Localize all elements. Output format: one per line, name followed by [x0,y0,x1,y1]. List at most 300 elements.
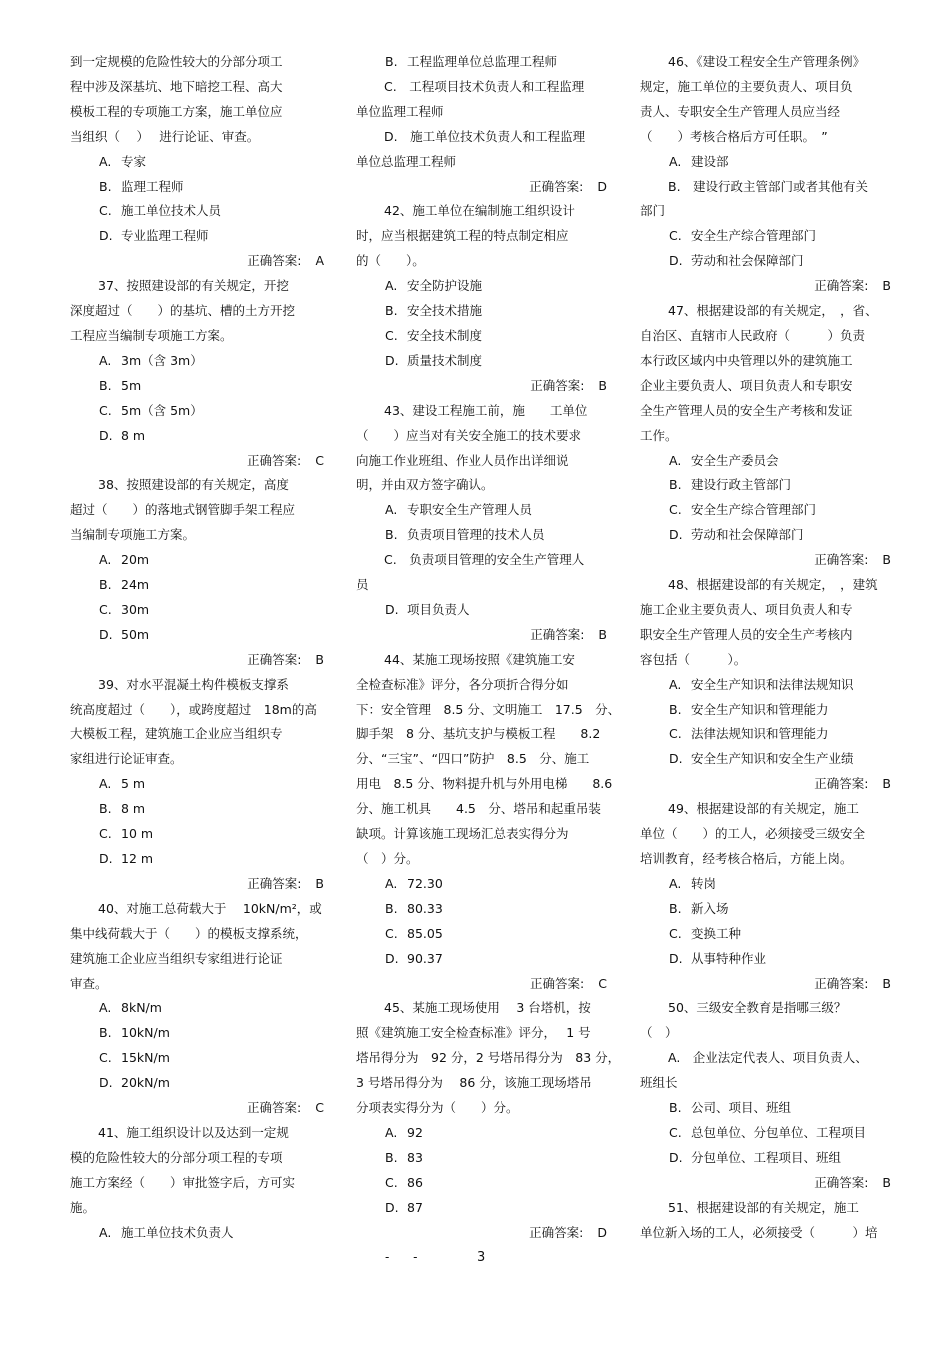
option-letter: C. [669,502,682,518]
answer-option [640,722,895,747]
text-line: A. 企业法定代表人、项目负责人、 [668,1050,868,1066]
question-text [356,648,621,872]
column-1 [70,50,328,1246]
text-line: 3 号塔吊得分为 86 分，该施工现场塔吊 [356,1075,592,1091]
page-footer [0,1250,950,1270]
question-text [640,1046,895,1096]
option-text: 变换工种 [691,925,742,941]
question-text [356,399,611,499]
option-text: 监理工程师 [121,178,184,194]
text-line: 到一定规模的危险性较大的分部分项工 [70,54,283,69]
option-text: 8 m [121,427,146,443]
option-letter: C. [99,601,112,617]
option-text: 从事特种作业 [691,950,767,966]
text-line: 当组织（ ） 进行论证、审查。 [70,128,260,144]
option-text: 50m [121,626,150,642]
text-line: 37、按照建设部的有关规定，开挖 [98,278,289,294]
option-letter: C. [385,327,398,343]
answer-option [640,947,895,972]
option-letter: A. [669,153,682,169]
option-letter: A. [99,1224,112,1240]
text-line: 当编制专项施工方案。 [70,527,196,543]
correct-answer-value: B [882,278,891,294]
answer-option [356,897,611,922]
option-text: 72.30 [407,875,443,891]
option-text: 8kN/m [121,1000,162,1016]
option-text: 分包单位、工程项目、班组 [691,1149,842,1165]
correct-answer [70,1096,328,1121]
option-letter: A. [99,776,112,792]
answer-option [356,274,611,299]
correct-answer-value: B [882,975,891,991]
answer-option [70,822,328,847]
correct-answer [640,772,895,797]
answer-option [70,399,328,424]
correct-answer [70,249,328,274]
correct-answer-label: 正确答案: [530,377,585,393]
correct-answer-value: B [882,776,891,792]
answer-option [356,872,611,897]
text-line: 塔吊得分为 92 分，2 号塔吊得分为 83 分， [356,1050,621,1066]
text-line: 48、根据建设部的有关规定， ，建筑 [668,577,878,593]
text-line: 模的危险性较大的分部分项工程的专项 [70,1149,283,1165]
option-text: 法律法规知识和管理能力 [691,726,829,742]
text-line: 程中涉及深基坑、地下暗挖工程、高大 [70,78,283,94]
text-line: 全检查标准》评分，各分项折合得分如 [356,676,569,692]
correct-answer-label: 正确答案: [814,278,869,294]
option-text: 安全技术措施 [407,303,483,319]
footer-dashes: - - [385,1250,428,1264]
option-text: 公司、项目、班组 [691,1100,792,1116]
answer-option [70,573,328,598]
answer-option [640,747,895,772]
question-text [70,274,328,349]
correct-answer [640,548,895,573]
answer-option [70,598,328,623]
option-text: 10 m [121,826,154,842]
text-line: 培训教育，经考核合格后，方能上岗。 [640,851,853,866]
answer-option [640,1096,895,1121]
text-line: 单位新入场的工人，必须接受（ ）培 [640,1224,878,1240]
answer-option [356,947,611,972]
text-line: （ ）分。 [356,851,419,866]
question-text [70,673,328,773]
question-text [70,473,328,548]
option-text: 施工单位技术人员 [121,203,222,219]
option-text: 30m [121,601,150,617]
option-letter: B. [99,577,112,593]
answer-option [356,922,611,947]
option-text: 86 [407,1174,423,1190]
text-line: 全生产管理人员的安全生产考核和发证 [640,402,853,418]
correct-answer-value: B [882,552,891,568]
option-letter: D. [385,950,399,966]
option-letter: B. [385,303,398,319]
option-letter: D. [669,950,683,966]
question-text [356,75,611,125]
correct-answer-label: 正确答案: [247,1100,302,1116]
option-text: 3m（含 3m） [121,352,203,368]
question-text [356,199,611,274]
answer-option [640,224,895,249]
text-line: 向施工作业班组、作业人员作出详细说 [356,452,569,468]
option-text: 安全生产综合管理部门 [691,502,817,518]
option-text: 质量技术制度 [407,352,483,368]
answer-option [70,1221,328,1246]
option-letter: B. [385,900,398,916]
answer-option [356,1196,611,1221]
text-line: 容包括（ ）。 [640,651,747,667]
correct-answer-value: C [315,452,324,468]
option-text: 转岗 [691,875,717,891]
correct-answer-value: A [315,253,324,269]
correct-answer-value: D [597,178,607,194]
option-text: 工程监理单位总监理工程师 [407,54,558,69]
option-text: 施工单位技术负责人 [121,1224,234,1240]
text-line: 大模板工程，建筑施工企业应当组织专 [70,726,283,742]
text-line: 单位（ ）的工人，必须接受三级安全 [640,826,866,842]
text-line: 43、建设工程施工前，施 工单位 [384,402,588,418]
option-letter: D. [385,601,399,617]
answer-option [356,1146,611,1171]
option-text: 20kN/m [121,1075,170,1091]
answer-option [70,996,328,1021]
option-letter: A. [99,552,112,568]
text-line: 规定，施工单位的主要负责人、项目负 [640,78,853,94]
correct-answer [640,1171,895,1196]
option-text: 83 [407,1149,423,1165]
text-line: 42、施工单位在编制施工组织设计 [384,203,575,219]
answer-option [356,498,611,523]
option-letter: B. [99,801,112,817]
text-line: 审查。 [70,975,108,991]
option-text: 安全技术制度 [407,327,483,343]
text-line: 照《建筑施工安全检查标准》评分， 1 号 [356,1025,591,1041]
option-letter: D. [385,352,399,368]
text-line: 单位总监理工程师 [356,153,457,169]
answer-option [70,424,328,449]
option-letter: C. [669,228,682,244]
question-text [356,125,611,175]
answer-option [356,299,611,324]
option-text: 专家 [121,153,147,169]
text-line: 施工企业主要负责人、项目负责人和专 [640,601,853,617]
correct-answer [70,648,328,673]
option-letter: D. [99,228,113,244]
option-text: 5m [121,377,142,393]
answer-option [70,1071,328,1096]
text-line: 45、某施工现场使用 3 台塔机，按 [384,1000,591,1016]
option-letter: A. [385,1124,398,1140]
option-text: 12 m [121,851,154,866]
option-letter: A. [99,153,112,169]
option-letter: A. [669,452,682,468]
option-text: 建设行政主管部门 [691,477,792,493]
answer-option [356,1171,611,1196]
answer-option [356,50,611,75]
correct-answer-value: D [597,1224,607,1240]
option-text: 总包单位、分包单位、工程项目 [691,1124,867,1140]
option-letter: B. [669,1100,682,1116]
text-line: 责人、专职安全生产管理人员应当经 [640,103,841,119]
answer-option [70,175,328,200]
correct-answer [356,623,611,648]
option-letter: C. [669,1124,682,1140]
text-line: 的（ ）。 [356,253,425,269]
option-text: 安全生产知识和管理能力 [691,701,829,717]
option-letter: A. [385,502,398,518]
answer-option [70,847,328,872]
correct-answer [356,374,611,399]
text-line: 49、根据建设部的有关规定，施工 [668,801,859,817]
correct-answer-label: 正确答案: [814,1174,869,1190]
text-line: 部门 [640,203,666,219]
option-text: 10kN/m [121,1025,170,1041]
text-line: 工程应当编制专项施工方案。 [70,327,233,343]
option-text: 劳动和社会保障部门 [691,253,804,269]
text-line: 用电 8.5 分、物料提升机与外用电梯 8.6 [356,776,613,792]
option-letter: A. [385,278,398,294]
text-line: C. 负责项目管理的安全生产管理人 [384,552,585,568]
text-line: 班组长 [640,1075,678,1091]
option-letter: B. [99,1025,112,1041]
option-text: 92 [407,1124,423,1140]
question-text [640,50,895,150]
option-letter: C. [99,826,112,842]
option-letter: B. [99,178,112,194]
text-line: 超过（ ）的落地式钢管脚手架工程应 [70,502,296,518]
question-text [640,573,895,673]
correct-answer-label: 正确答案: [814,552,869,568]
option-text: 15kN/m [121,1050,170,1066]
answer-option [70,797,328,822]
answer-option [640,1121,895,1146]
answer-option [640,498,895,523]
text-line: 51、根据建设部的有关规定，施工 [668,1199,859,1215]
option-letter: D. [99,626,113,642]
option-text: 建设部 [691,153,729,169]
correct-answer [356,1221,611,1246]
option-text: 劳动和社会保障部门 [691,527,804,543]
option-letter: B. [99,377,112,393]
text-line: （ ）考核合格后方可任职。 ” [640,128,828,144]
correct-answer-label: 正确答案: [529,1224,584,1240]
answer-option [356,349,611,374]
text-line: 40、对施工总荷载大于 10kN/m²，或 [98,900,322,916]
option-letter: C. [669,726,682,742]
option-letter: C. [99,203,112,219]
question-text [640,1196,895,1246]
text-line: 深度超过（ ）的基坑、槽的土方开挖 [70,303,296,319]
text-line: 50、三级安全教育是指哪三级？ [668,1000,847,1016]
answer-option [640,249,895,274]
answer-option [640,922,895,947]
answer-option [356,598,611,623]
answer-option [640,449,895,474]
text-line: 统高度超过（ ），或跨度超过 18m的高 [70,701,317,717]
page-number: 3 [477,1250,486,1265]
answer-option [70,150,328,175]
answer-option [640,1146,895,1171]
option-letter: C. [385,925,398,941]
option-letter: B. [385,1149,398,1165]
option-letter: C. [385,1174,398,1190]
text-line: 自治区、直辖市人民政府（ ）负责 [640,327,866,343]
answer-option [640,150,895,175]
text-line: 脚手架 8 分、基坑支护与模板工程 8.2 [356,726,601,742]
answer-option [70,374,328,399]
option-text: 90.37 [407,950,443,966]
correct-answer [356,175,611,200]
option-letter: D. [99,427,113,443]
correct-answer-label: 正确答案: [814,776,869,792]
text-line: 44、某施工现场按照《建筑施工安 [384,651,575,667]
answer-option [70,1021,328,1046]
text-line: 模板工程的专项施工方案，施工单位应 [70,103,283,119]
option-text: 8 m [121,801,146,817]
question-text [640,797,895,872]
correct-answer [70,449,328,474]
correct-answer-label: 正确答案: [530,975,585,991]
correct-answer [70,872,328,897]
answer-option [640,473,895,498]
option-letter: B. [669,900,682,916]
answer-option [356,523,611,548]
answer-option [640,673,895,698]
text-line: 时，应当根据建筑工程的特点制定相应 [356,228,569,244]
question-text [640,175,895,225]
question-text [70,1121,328,1221]
correct-answer-value: B [598,377,607,393]
column-3 [640,50,895,1246]
option-text: 安全生产综合管理部门 [691,228,817,244]
question-text [640,299,895,448]
option-letter: D. [669,751,683,767]
option-text: 85.05 [407,925,443,941]
correct-answer-label: 正确答案: [247,452,302,468]
correct-answer [356,972,611,997]
answer-option [356,324,611,349]
option-letter: A. [99,352,112,368]
option-text: 安全防护设施 [407,278,483,294]
text-line: 38、按照建设部的有关规定，高度 [98,477,289,493]
answer-option [70,199,328,224]
text-line: 39、对水平混凝土构件模板支撑系 [98,676,289,692]
correct-answer-value: B [315,651,324,667]
answer-option [640,897,895,922]
option-text: 新入场 [691,900,729,916]
question-text [356,996,621,1121]
answer-option [70,623,328,648]
option-letter: C. [669,925,682,941]
correct-answer-value: B [598,626,607,642]
option-letter: B. [385,54,398,69]
option-letter: C. [99,1050,112,1066]
option-letter: D. [99,1075,113,1091]
option-letter: A. [99,1000,112,1016]
option-text: 24m [121,577,150,593]
text-line: 分、施工机具 4.5 分、塔吊和起重吊装 [356,801,601,817]
text-line: 单位监理工程师 [356,103,444,119]
option-text: 项目负责人 [407,601,470,617]
answer-option [70,224,328,249]
answer-option [70,772,328,797]
text-line: 明，并由双方签字确认。 [356,477,494,493]
text-line: 41、施工组织设计以及达到一定规 [98,1124,289,1140]
correct-answer-value: B [882,1174,891,1190]
question-text [640,996,895,1046]
answer-option [640,698,895,723]
text-line: （ ） [640,1025,678,1041]
option-letter: D. [669,527,683,543]
option-letter: C. [99,402,112,418]
option-text: 80.33 [407,900,443,916]
option-letter: D. [669,253,683,269]
text-line: 本行政区域内中央管理以外的建筑施工 [640,352,853,368]
text-line: 工作。 [640,427,678,443]
text-line: 47、根据建设部的有关规定， ，省、 [668,303,878,319]
text-line: 员 [356,577,369,593]
option-text: 20m [121,552,150,568]
text-line: 施工方案经（ ）审批签字后，方可实 [70,1174,296,1190]
option-letter: B. [669,477,682,493]
option-letter: B. [385,527,398,543]
option-letter: D. [385,1199,399,1215]
text-line: 家组进行论证审查。 [70,751,183,767]
correct-answer [640,274,895,299]
option-letter: B. [669,701,682,717]
option-text: 负责项目管理的技术人员 [407,527,545,543]
option-text: 专业监理工程师 [121,228,209,244]
text-line: 企业主要负责人、项目负责人和专职安 [640,377,853,393]
text-line: 集中线荷载大于（ ）的模板支撑系统， [70,925,308,941]
option-letter: A. [669,875,682,891]
text-line: 缺项。计算该施工现场汇总表实得分为 [356,826,569,842]
text-line: B. 建设行政主管部门或者其他有关 [668,178,869,194]
text-line: 46、《建设工程安全生产管理条例》 [668,54,866,69]
question-text [356,548,611,598]
option-text: 5 m [121,776,146,792]
answer-option [640,523,895,548]
correct-answer-label: 正确答案: [247,253,302,269]
text-line: 分项表实得分为（ ）分。 [356,1100,519,1116]
option-text: 安全生产知识和安全生产业绩 [691,751,854,767]
correct-answer-label: 正确答案: [529,178,584,194]
text-line: 分、“三宝”、“四口”防护 8.5 分、施工 [356,751,590,767]
option-text: 87 [407,1199,423,1215]
question-text [70,897,328,997]
option-text: 专职安全生产管理人员 [407,502,533,518]
answer-option [640,872,895,897]
text-line: 建筑施工企业应当组织专家组进行论证 [70,950,283,966]
correct-answer-value: C [598,975,607,991]
answer-option [70,548,328,573]
text-line: C. 工程项目技术负责人和工程监理 [384,78,585,94]
correct-answer-label: 正确答案: [247,875,302,891]
option-text: 安全生产知识和法律法规知识 [691,676,854,692]
correct-answer-label: 正确答案: [247,651,302,667]
correct-answer-label: 正确答案: [814,975,869,991]
correct-answer-value: B [315,875,324,891]
text-line: 职安全生产管理人员的安全生产考核内 [640,626,853,642]
option-text: 安全生产委员会 [691,452,779,468]
option-letter: A. [385,875,398,891]
option-letter: D. [669,1149,683,1165]
column-2 [356,50,621,1246]
correct-answer [640,972,895,997]
option-letter: A. [669,676,682,692]
text-line: 下：安全管理 8.5 分、文明施工 17.5 分、 [356,701,621,717]
